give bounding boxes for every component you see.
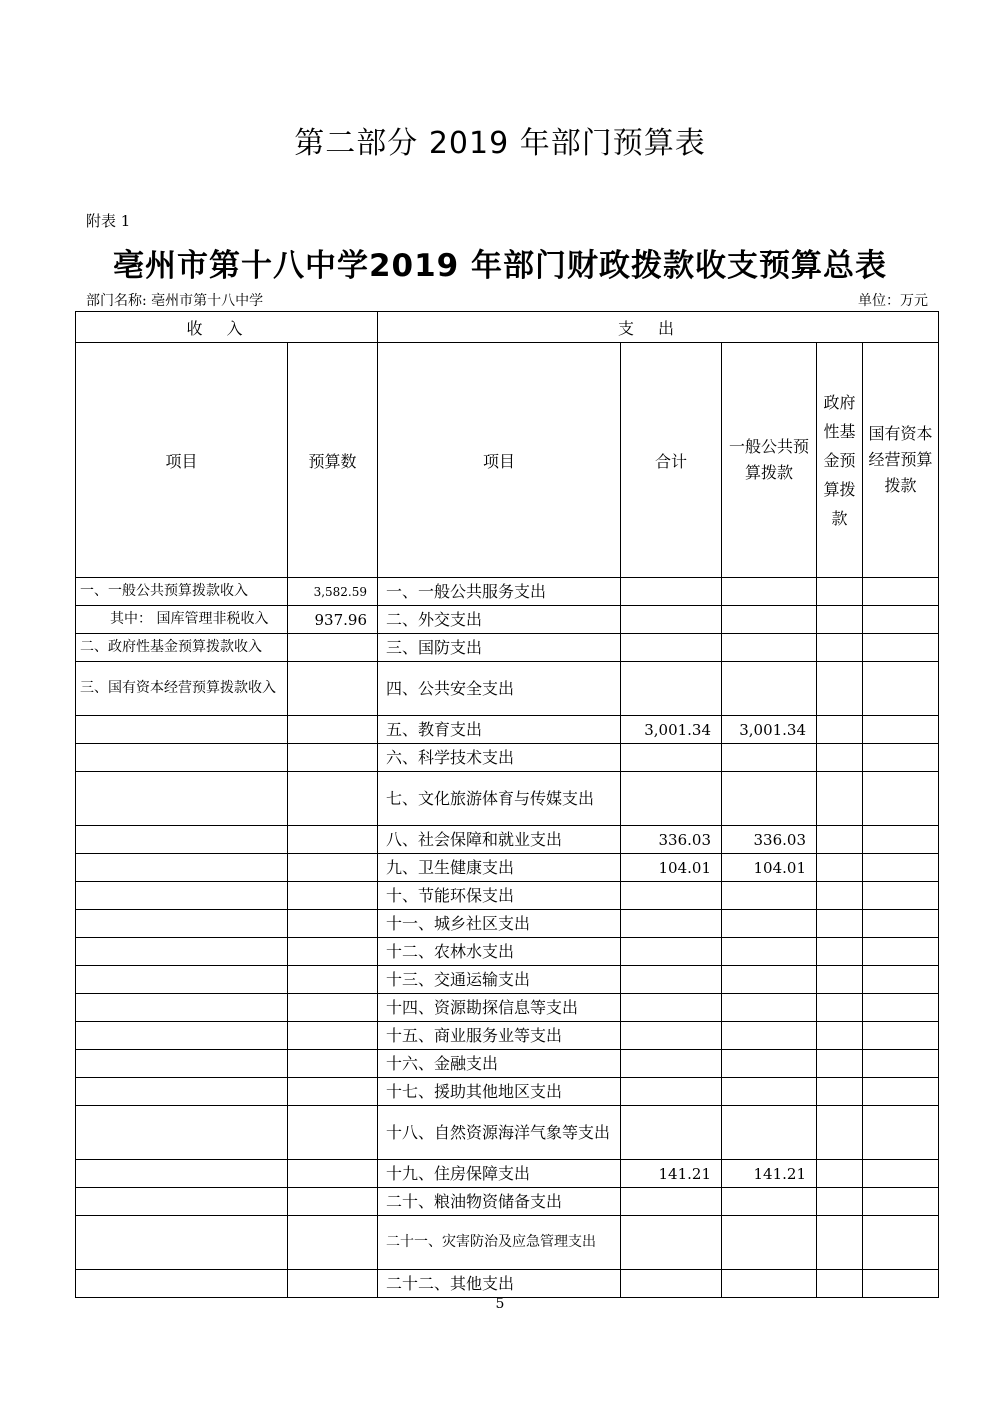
state-capital-cell [863,1216,939,1270]
income-amount-cell [288,910,378,938]
general-public-cell [722,910,817,938]
table-row [76,1216,939,1270]
income-amount-cell [288,662,378,716]
income-item-cell [76,826,288,854]
table-row [76,1188,939,1216]
state-capital-cell [863,744,939,772]
gov-fund-cell [817,994,863,1022]
general-public-cell [722,1188,817,1216]
attachment-label: 附表 1 [86,212,131,230]
income-amount-cell [288,938,378,966]
general-public-cell [722,578,817,606]
state-capital-cell [863,1106,939,1160]
state-capital-cell [863,634,939,662]
expense-total-cell [621,1078,722,1106]
state-capital-cell [863,1270,939,1298]
income-item-cell: 二、政府性基金预算拨款收入 [76,634,288,662]
expense-header: 支出 [378,312,939,343]
income-item-cell [76,994,288,1022]
expense-total-cell [621,1050,722,1078]
income-amount-cell [288,994,378,1022]
general-public-cell: 141.21 [722,1160,817,1188]
gov-fund-cell [817,854,863,882]
expense-total-cell [621,772,722,826]
income-amount-cell [288,1270,378,1298]
income-amount-cell [288,882,378,910]
general-public-cell: 3,001.34 [722,716,817,744]
table-row [76,938,939,966]
col-total: 合计 [621,343,722,578]
table-row [76,1160,939,1188]
expense-item-cell: 七、文化旅游体育与传媒支出 [378,772,621,826]
gov-fund-cell [817,606,863,634]
table-row [76,606,939,634]
main-title: 亳州市第十八中学2019 年部门财政拨款收支预算总表 [112,248,888,284]
general-public-cell [722,994,817,1022]
income-amount-cell [288,1022,378,1050]
income-amount-cell [288,716,378,744]
income-item-cell [76,1050,288,1078]
expense-item-cell: 二十二、其他支出 [378,1270,621,1298]
expense-item-cell: 五、教育支出 [378,716,621,744]
income-amount-cell [288,1160,378,1188]
unit-label: 单位：万元 [858,293,928,309]
col-expense-item: 项目 [378,343,621,578]
income-amount-cell [288,1078,378,1106]
general-public-cell: 104.01 [722,854,817,882]
expense-total-cell [621,966,722,994]
income-item-cell [76,854,288,882]
gov-fund-cell [817,966,863,994]
gov-fund-cell [817,1160,863,1188]
income-amount-cell [288,826,378,854]
expense-total-cell: 104.01 [621,854,722,882]
general-public-cell [722,966,817,994]
income-item-cell [76,938,288,966]
state-capital-cell [863,826,939,854]
income-amount-cell [288,854,378,882]
income-item-cell [76,1078,288,1106]
income-item-cell [76,910,288,938]
table-row [76,634,939,662]
general-public-cell [722,606,817,634]
gov-fund-cell [817,1188,863,1216]
expense-total-cell [621,606,722,634]
state-capital-cell [863,1022,939,1050]
expense-item-cell: 十九、住房保障支出 [378,1160,621,1188]
income-item-cell [76,772,288,826]
state-capital-cell [863,1050,939,1078]
gov-fund-cell [817,744,863,772]
income-amount-cell [288,1216,378,1270]
general-public-cell [722,634,817,662]
expense-item-cell: 三、国防支出 [378,634,621,662]
expense-item-cell: 十一、城乡社区支出 [378,910,621,938]
expense-total-cell [621,994,722,1022]
gov-fund-cell [817,938,863,966]
general-public-cell [722,772,817,826]
expense-total-cell [621,1188,722,1216]
income-item-cell [76,716,288,744]
expense-total-cell [621,634,722,662]
expense-total-cell [621,1106,722,1160]
gov-fund-cell [817,1216,863,1270]
income-amount-cell [288,744,378,772]
expense-item-cell: 十七、援助其他地区支出 [378,1078,621,1106]
table-row [76,1106,939,1160]
col-state-capital: 国有资本经营预算拨款 [863,343,939,578]
general-public-cell [722,1022,817,1050]
expense-total-cell: 336.03 [621,826,722,854]
col-budget-amount: 预算数 [288,343,378,578]
general-public-cell [722,882,817,910]
expense-total-cell [621,662,722,716]
state-capital-cell [863,578,939,606]
expense-total-cell: 3,001.34 [621,716,722,744]
income-item-cell [76,1160,288,1188]
general-public-cell [722,1270,817,1298]
income-amount-cell [288,1106,378,1160]
expense-item-cell: 十六、金融支出 [378,1050,621,1078]
general-public-cell: 336.03 [722,826,817,854]
gov-fund-cell [817,772,863,826]
income-item-cell [76,1022,288,1050]
expense-item-cell: 六、科学技术支出 [378,744,621,772]
table-row [76,882,939,910]
gov-fund-cell [817,1050,863,1078]
state-capital-cell [863,772,939,826]
state-capital-cell [863,938,939,966]
state-capital-cell [863,966,939,994]
gov-fund-cell [817,662,863,716]
expense-item-cell: 二、外交支出 [378,606,621,634]
general-public-cell [722,1106,817,1160]
table-row [76,772,939,826]
general-public-cell [722,1216,817,1270]
income-item-cell: 三、国有资本经营预算拨款收入 [76,662,288,716]
gov-fund-cell [817,716,863,744]
income-header: 收入 [76,312,378,343]
expense-item-cell: 四、公共安全支出 [378,662,621,716]
gov-fund-cell [817,634,863,662]
income-amount-cell: 937.96 [288,606,378,634]
table-row [76,1270,939,1298]
state-capital-cell [863,662,939,716]
expense-item-cell: 十三、交通运输支出 [378,966,621,994]
table-row [76,662,939,716]
expense-total-cell [621,910,722,938]
col-income-item: 项目 [76,343,288,578]
income-amount-cell [288,634,378,662]
table-row [76,1050,939,1078]
income-item-cell [76,1106,288,1160]
income-item-cell [76,1216,288,1270]
state-capital-cell [863,910,939,938]
table-row [76,716,939,744]
gov-fund-cell [817,882,863,910]
expense-total-cell [621,578,722,606]
general-public-cell [722,1050,817,1078]
income-amount-cell [288,772,378,826]
table-row [76,744,939,772]
expense-total-cell [621,882,722,910]
expense-item-cell: 十二、农林水支出 [378,938,621,966]
table-row [76,578,939,606]
budget-table [75,311,939,1298]
expense-item-cell: 二十、粮油物资储备支出 [378,1188,621,1216]
table-row [76,1022,939,1050]
table-row [76,854,939,882]
part-title: 第二部分 2019 年部门预算表 [294,126,706,161]
expense-item-cell: 八、社会保障和就业支出 [378,826,621,854]
general-public-cell [722,744,817,772]
state-capital-cell [863,1078,939,1106]
income-item-cell [76,1188,288,1216]
table-row [76,910,939,938]
expense-item-cell: 十八、自然资源海洋气象等支出 [378,1106,621,1160]
expense-total-cell [621,1216,722,1270]
expense-total-cell: 141.21 [621,1160,722,1188]
state-capital-cell [863,854,939,882]
expense-item-cell: 九、卫生健康支出 [378,854,621,882]
state-capital-cell [863,716,939,744]
department-name: 部门名称: 亳州市第十八中学 [86,293,264,309]
table-row [76,966,939,994]
gov-fund-cell [817,826,863,854]
col-gov-fund: 政府性基金预算拨款 [817,343,863,578]
state-capital-cell [863,1188,939,1216]
income-item-cell [76,882,288,910]
general-public-cell [722,662,817,716]
table-row [76,826,939,854]
table-row [76,1078,939,1106]
income-item-cell: 一、一般公共预算拨款收入 [76,578,288,606]
gov-fund-cell [817,1106,863,1160]
expense-item-cell: 十、节能环保支出 [378,882,621,910]
income-amount-cell [288,1050,378,1078]
expense-total-cell [621,744,722,772]
table-row [76,994,939,1022]
state-capital-cell [863,994,939,1022]
gov-fund-cell [817,1022,863,1050]
income-amount-cell: 3,582.59 [288,578,378,606]
expense-total-cell [621,1270,722,1298]
income-item-cell [76,1270,288,1298]
income-item-cell: 其中： 国库管理非税收入 [76,606,288,634]
expense-item-cell: 一、一般公共服务支出 [378,578,621,606]
expense-total-cell [621,938,722,966]
expense-item-cell: 十四、资源勘探信息等支出 [378,994,621,1022]
column-header-row [76,343,939,578]
gov-fund-cell [817,1270,863,1298]
general-public-cell [722,938,817,966]
income-amount-cell [288,1188,378,1216]
state-capital-cell [863,882,939,910]
gov-fund-cell [817,578,863,606]
expense-total-cell [621,1022,722,1050]
expense-item-cell: 二十一、灾害防治及应急管理支出 [378,1216,621,1270]
income-amount-cell [288,966,378,994]
state-capital-cell [863,606,939,634]
state-capital-cell [863,1160,939,1188]
expense-item-cell: 十五、商业服务业等支出 [378,1022,621,1050]
gov-fund-cell [817,1078,863,1106]
page-number: 5 [495,1296,505,1312]
section-header-row [76,312,939,343]
income-item-cell [76,744,288,772]
general-public-cell [722,1078,817,1106]
col-general-public: 一般公共预算拨款 [722,343,817,578]
gov-fund-cell [817,910,863,938]
income-item-cell [76,966,288,994]
